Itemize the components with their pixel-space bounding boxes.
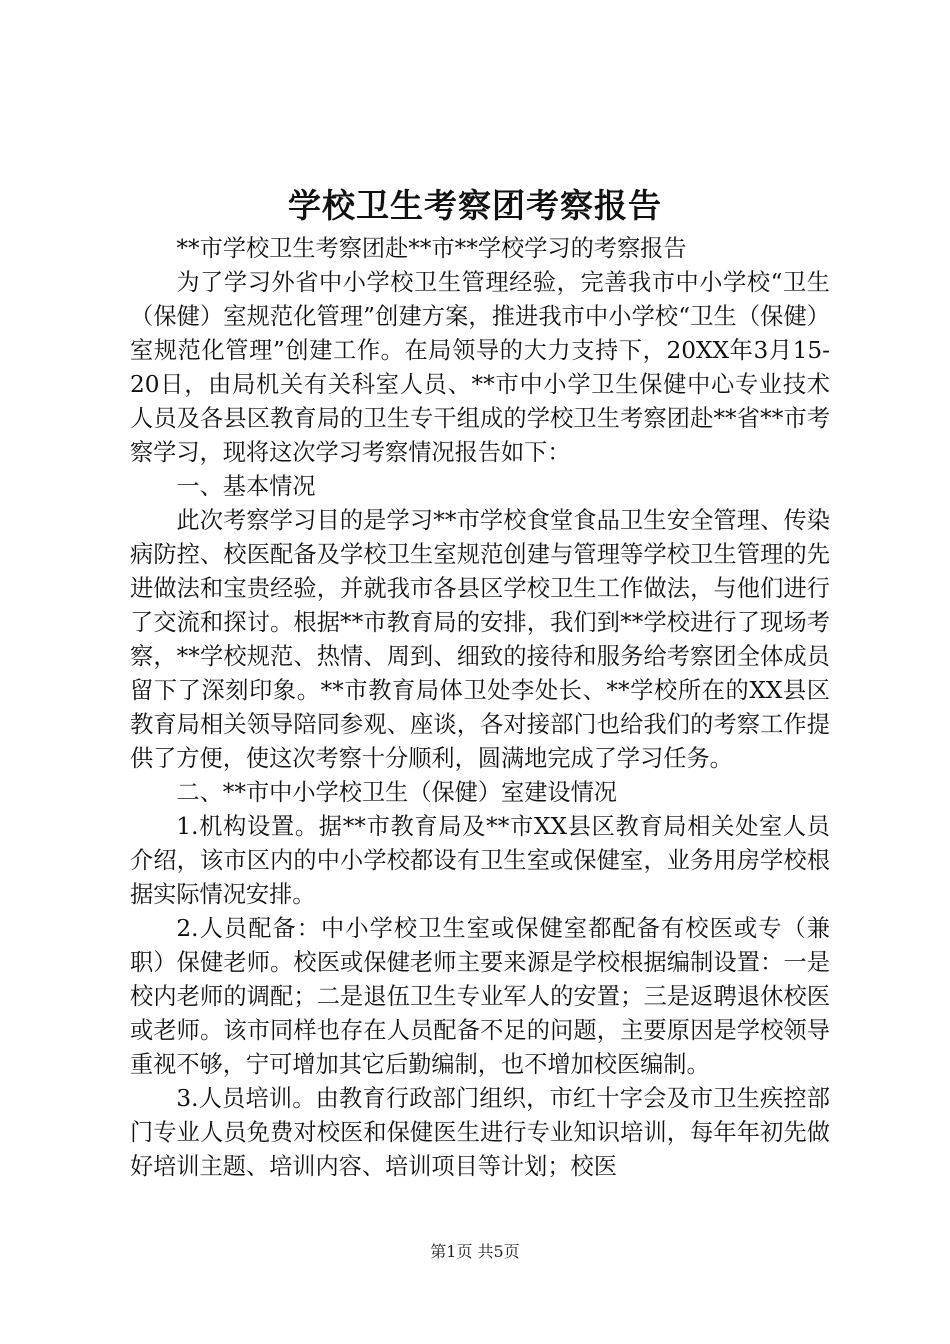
item-training: 3.人员培训。由教育行政部门组织，市红十字会及市卫生疾控部门专业人员免费对校医和保健医生进行专业知识培训，每年年初先做好培训主题、培训内容、培训项目等计划；校医 bbox=[130, 1085, 830, 1180]
document-body bbox=[130, 232, 830, 1184]
page-number: 第1页 共5页 bbox=[430, 1242, 520, 1261]
item-staffing: 2.人员配备：中小学校卫生室或保健室都配备有校医或专（兼职）保健老师。校医或保健老师主要来源是学校根据编制设置：一是校内老师的调配；二是退伍卫生专业军人的安置；三是返聘退休校医或老师。该市同样也存在人员配备不足的问题，主要原因是学校领导重视不够，宁可增加其它后勤编制，也不增加校医编制。 bbox=[130, 915, 830, 1078]
section-heading-basic: 一、基本情况 bbox=[176, 473, 316, 500]
section-heading-health-room: 二、**市中小学校卫生（保健）室建设情况 bbox=[176, 779, 617, 806]
item-organization: 1.机构设置。据**市教育局及**市XX县区教育局相关处室人员介绍，该市区内的中小学校都设有卫生室或保健室，业务用房学校根据实际情况安排。 bbox=[130, 813, 830, 908]
subtitle-paragraph: **市学校卫生考察团赴**市**学校学习的考察报告 bbox=[176, 235, 687, 262]
intro-paragraph: 为了学习外省中小学校卫生管理经验，完善我市中小学校“卫生（保健）室规范化管理”创建方案，推进我市中小学校“卫生（保健）室规范化管理”创建工作。在局领导的大力支持下，20XX年3月15-20日，由局机关有关科室人员、**市中小学卫生保健中心专业技术人员及各县区教育局的卫生专干组成的学校卫生考察团赴**省**市考察学习，现将这次学习考察情况报告如下： bbox=[130, 269, 830, 466]
basic-paragraph: 此次考察学习目的是学习**市学校食堂食品卫生安全管理、传染病防控、校医配备及学校卫生室规范创建与管理等学校卫生管理的先进做法和宝贵经验，并就我市各县区学校卫生工作做法，与他们进行了交流和探讨。根据**市教育局的安排，我们到**学校进行了现场考察，**学校规范、热情、周到、细致的接待和服务给考察团全体成员留下了深刻印象。**市教育局体卫处李处长、**学校所在的XX县区教育局相关领导陪同参观、座谈，各对接部门也给我们的考察工作提供了方便，使这次考察十分顺利，圆满地完成了学习任务。 bbox=[130, 507, 830, 772]
document-title: 学校卫生考察团考察报告 bbox=[288, 186, 662, 225]
